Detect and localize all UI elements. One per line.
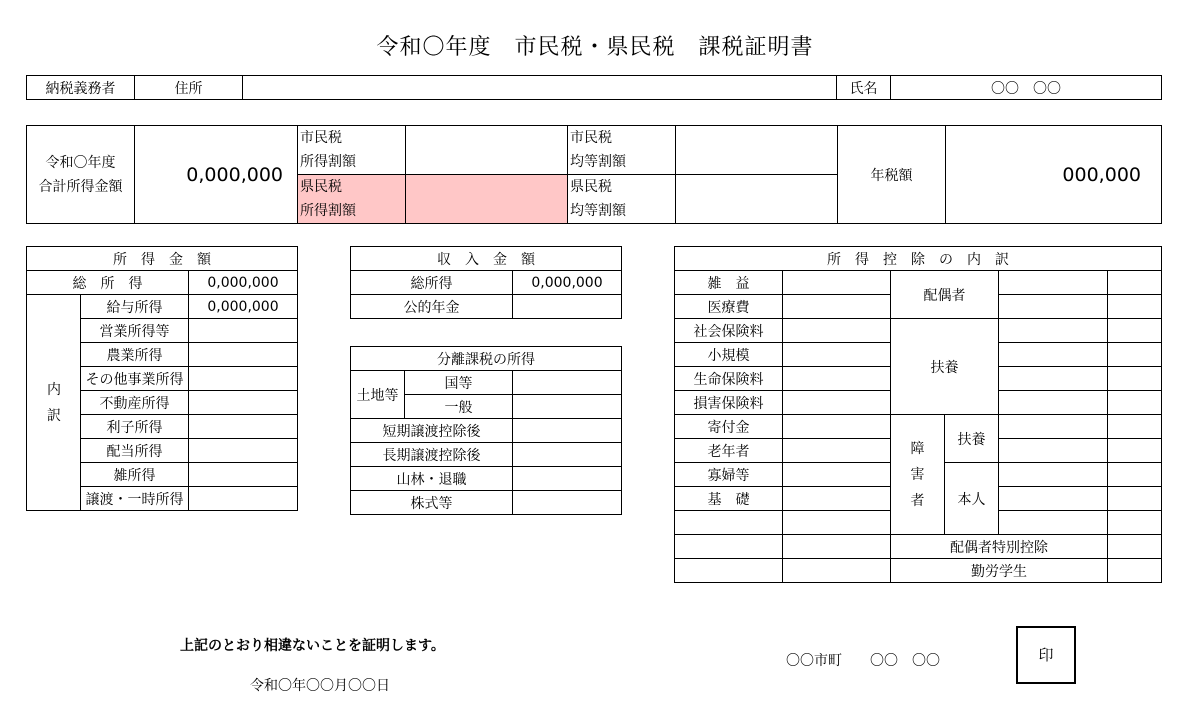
dependent-value: [999, 391, 1108, 415]
land-general-value: [513, 395, 622, 419]
city-income-label-line2: 所得割額: [300, 154, 356, 170]
issue-date: 令和〇年〇〇月〇〇日: [250, 678, 390, 694]
spouse-special-label: 配偶者特別控除: [891, 535, 1108, 559]
dependent-value: [999, 367, 1108, 391]
separate-row-value: [513, 467, 622, 491]
deduction-value: [783, 415, 891, 439]
income-item-label: 利子所得: [81, 415, 189, 439]
dependent-extra: [1108, 391, 1162, 415]
deduction-label: 社会保険料: [675, 319, 783, 343]
income-item-label: その他事業所得: [81, 367, 189, 391]
deduction-label: [675, 559, 783, 583]
spouse-value-2: [999, 295, 1108, 319]
deduction-value: [783, 295, 891, 319]
pref-per-capita-label: [568, 175, 676, 224]
disabled-dependent-extra: [1108, 415, 1162, 439]
page-title: 令和〇年度 市民税・県民税 課税証明書: [376, 35, 814, 60]
deduction-label: [675, 511, 783, 535]
deduction-label: [675, 535, 783, 559]
deduction-label: 小規模: [675, 343, 783, 367]
income-item-value: [189, 439, 298, 463]
income-item-value: [189, 343, 298, 367]
revenue-heading: 収 入 金 額: [351, 247, 622, 271]
working-student-label: 勤労学生: [891, 559, 1108, 583]
disabled-self-label: 本人: [945, 463, 999, 535]
income-item-value: [189, 415, 298, 439]
income-item-value: [189, 463, 298, 487]
spouse-label: 配偶者: [891, 271, 999, 319]
dependent-extra: [1108, 319, 1162, 343]
revenue-row-label: 総所得: [351, 271, 513, 295]
address-value: [243, 76, 837, 100]
spouse-value-1: [999, 271, 1108, 295]
separate-row-label: 株式等: [351, 491, 513, 515]
working-student-value: [1108, 559, 1162, 583]
city-per-capita-label-line2: 均等割額: [570, 154, 626, 170]
disabled-dependent-label: 扶養: [945, 415, 999, 463]
address-label: 住所: [135, 76, 243, 100]
deduction-value: [783, 535, 891, 559]
separate-row-label: 山林・退職: [351, 467, 513, 491]
deduction-label: 雑 益: [675, 271, 783, 295]
city-per-capita-value: [676, 126, 838, 175]
annual-tax-value: 000,000: [946, 126, 1162, 224]
separate-row-label: 短期譲渡控除後: [351, 419, 513, 443]
deduction-label: 医療費: [675, 295, 783, 319]
income-item-label: 給与所得: [81, 295, 189, 319]
separate-tax-table: [350, 346, 622, 515]
city-income-label: [298, 126, 406, 175]
disabled-dependent-value: [999, 415, 1108, 439]
deduction-value: [783, 343, 891, 367]
disabled-label: 障害者: [891, 415, 945, 535]
income-heading: 所 得 金 額: [27, 247, 298, 271]
income-item-value: [189, 391, 298, 415]
revenue-row-value: [513, 295, 622, 319]
revenue-table: [350, 246, 622, 319]
disabled-self-extra: [1108, 511, 1162, 535]
disabled-self-value: [999, 511, 1108, 535]
deduction-value: [783, 559, 891, 583]
deduction-label: 生命保険料: [675, 367, 783, 391]
certification-statement: 上記のとおり相違ないことを証明します。: [180, 638, 445, 654]
seal-text: 印: [1038, 646, 1054, 664]
total-income-label-line1: 令和〇年度: [45, 154, 116, 171]
deduction-label: 損害保険料: [675, 391, 783, 415]
income-item-label: 営業所得等: [81, 319, 189, 343]
separate-row-label: 長期譲渡控除後: [351, 443, 513, 467]
land-general-label: 一般: [405, 395, 513, 419]
income-item-label: 農業所得: [81, 343, 189, 367]
name-label: 氏名: [837, 76, 891, 100]
deduction-value: [783, 463, 891, 487]
pref-income-value: [406, 175, 568, 224]
land-national-value: [513, 371, 622, 395]
city-per-capita-label: [568, 126, 676, 175]
deductions-table: [674, 246, 1162, 583]
name-value: 〇〇 〇〇: [891, 76, 1162, 100]
pref-income-label-line2: 所得割額: [300, 203, 356, 219]
income-table: [26, 246, 298, 511]
deduction-label: 老年者: [675, 439, 783, 463]
tax-summary-table: [26, 125, 1162, 224]
disabled-dependent-extra: [1108, 439, 1162, 463]
land-label: 土地等: [351, 371, 405, 419]
income-item-value: [189, 487, 298, 511]
issuer-name: 〇〇市町 〇〇 〇〇: [786, 653, 940, 669]
income-item-value: [189, 319, 298, 343]
deduction-value: [783, 319, 891, 343]
disabled-self-extra: [1108, 463, 1162, 487]
taxpayer-label: 納税義務者: [27, 76, 135, 100]
deduction-label: 寄付金: [675, 415, 783, 439]
deduction-value: [783, 367, 891, 391]
disabled-dependent-value: [999, 439, 1108, 463]
dependent-extra: [1108, 343, 1162, 367]
revenue-row-label: 公的年金: [351, 295, 513, 319]
total-income-value: 0,000,000: [135, 126, 298, 224]
deduction-value: [783, 487, 891, 511]
deduction-value: [783, 511, 891, 535]
deduction-value: [783, 391, 891, 415]
deduction-label: 基 礎: [675, 487, 783, 511]
city-income-value: [406, 126, 568, 175]
taxpayer-header-table: [26, 75, 1162, 100]
pref-per-capita-label-line1: 県民税: [570, 179, 612, 195]
dependent-value: [999, 319, 1108, 343]
city-per-capita-label-line1: 市民税: [570, 130, 612, 146]
dependent-value: [999, 343, 1108, 367]
income-item-label: 雑所得: [81, 463, 189, 487]
separate-row-value: [513, 491, 622, 515]
income-total-label: 総 所 得: [27, 271, 189, 295]
income-total-value: 0,000,000: [189, 271, 298, 295]
income-item-value: [189, 367, 298, 391]
deduction-value: [783, 439, 891, 463]
disabled-self-extra: [1108, 487, 1162, 511]
disabled-self-value: [999, 463, 1108, 487]
city-income-label-line1: 市民税: [300, 130, 342, 146]
income-item-label: 配当所得: [81, 439, 189, 463]
separate-row-value: [513, 419, 622, 443]
annual-tax-label: 年税額: [838, 126, 946, 224]
pref-income-label: [298, 175, 406, 224]
separate-heading: 分離課税の所得: [351, 347, 622, 371]
spouse-extra-2: [1108, 295, 1162, 319]
income-item-label: 不動産所得: [81, 391, 189, 415]
deductions-heading: 所 得 控 除 の 内 訳: [675, 247, 1162, 271]
pref-income-label-line1: 県民税: [300, 179, 342, 195]
total-income-label-line2: 合計所得金額: [38, 178, 123, 195]
income-breakdown-label: 内訳: [27, 295, 81, 511]
revenue-row-value: 0,000,000: [513, 271, 622, 295]
separate-row-value: [513, 443, 622, 467]
pref-per-capita-label-line2: 均等割額: [570, 203, 626, 219]
spouse-special-value: [1108, 535, 1162, 559]
deduction-value: [783, 271, 891, 295]
pref-per-capita-value: [676, 175, 838, 224]
deduction-label: 寡婦等: [675, 463, 783, 487]
dependent-extra: [1108, 367, 1162, 391]
spouse-extra-1: [1108, 271, 1162, 295]
seal-box: [1016, 626, 1076, 684]
land-national-label: 国等: [405, 371, 513, 395]
disabled-self-value: [999, 487, 1108, 511]
total-income-label: [27, 126, 135, 224]
dependent-label: 扶養: [891, 319, 999, 415]
income-item-label: 譲渡・一時所得: [81, 487, 189, 511]
income-item-value: 0,000,000: [189, 295, 298, 319]
